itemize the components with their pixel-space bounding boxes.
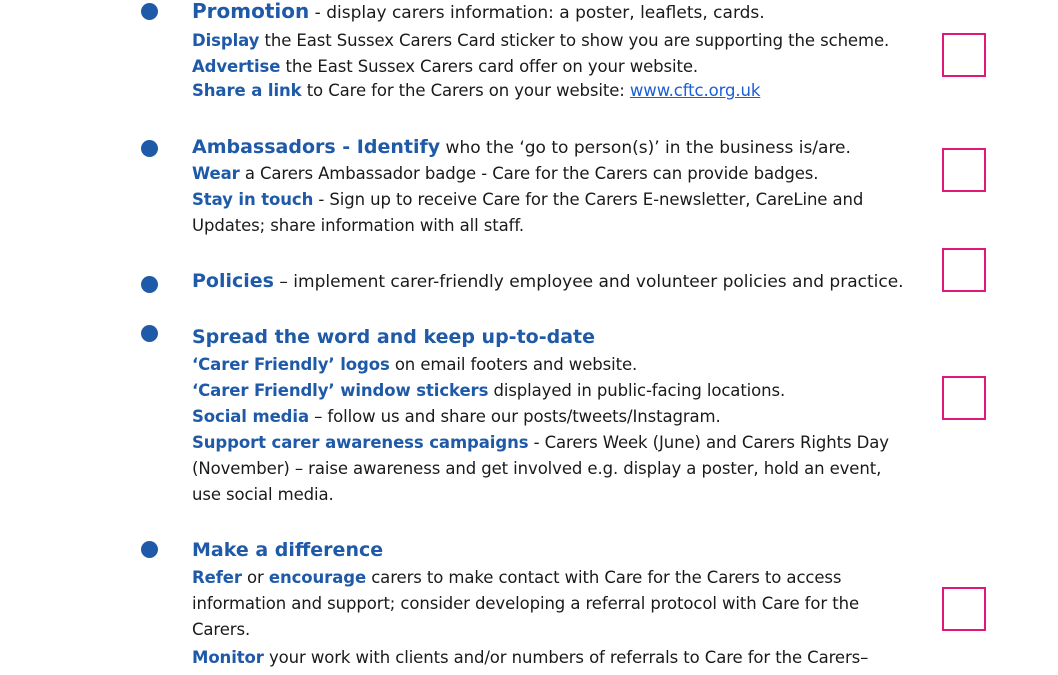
keyword-campaigns: Support carer awareness campaigns bbox=[192, 433, 529, 452]
line-text: use social media. bbox=[192, 485, 334, 504]
promotion-heading bbox=[192, 0, 765, 24]
spread-line-campaigns bbox=[192, 433, 889, 453]
difference-line-information bbox=[192, 594, 859, 614]
line-text: the East Sussex Carers card offer on your website. bbox=[280, 57, 699, 76]
difference-line-refer bbox=[192, 568, 841, 588]
keyword-advertise: Advertise bbox=[192, 57, 281, 76]
spread-line-window-stickers bbox=[192, 381, 785, 401]
line-text: Updates; share information with all staff. bbox=[192, 216, 525, 235]
bullet-icon bbox=[141, 140, 158, 157]
make-a-difference-checkbox[interactable] bbox=[942, 587, 986, 631]
bullet-icon bbox=[141, 3, 158, 20]
ambassadors-line-wear bbox=[192, 164, 818, 184]
keyword-encourage: encourage bbox=[268, 568, 367, 587]
line-text: carers to make contact with Care for the Carers to access bbox=[366, 568, 842, 587]
line-text: or bbox=[241, 568, 269, 587]
line-text: displayed in public-facing locations. bbox=[488, 381, 786, 400]
make-a-difference-title: Make a difference bbox=[192, 539, 384, 561]
promotion-line-advertise bbox=[192, 57, 698, 77]
line-text: your work with clients and/or numbers of referrals to Care for the Carers– bbox=[263, 648, 869, 667]
policies-heading bbox=[192, 270, 904, 293]
ambassadors-line-updates bbox=[192, 216, 524, 236]
ambassadors-line-stay-in-touch bbox=[192, 190, 863, 210]
ambassadors-subtitle: who the ‘go to person(s)’ in the business is/are. bbox=[440, 138, 851, 158]
line-text: the East Sussex Carers Card sticker to show you are supporting the scheme. bbox=[259, 31, 890, 50]
bullet-icon bbox=[141, 541, 158, 558]
keyword-logos: ‘Carer Friendly’ logos bbox=[192, 355, 390, 374]
spread-line-logos bbox=[192, 355, 637, 375]
bullet-icon bbox=[141, 276, 158, 293]
keyword-share-link: Share a link bbox=[192, 81, 302, 100]
line-text: on email footers and website. bbox=[389, 355, 638, 374]
line-text: a Carers Ambassador badge - Care for the Carers can provide badges. bbox=[239, 164, 819, 183]
keyword-window-stickers: ‘Carer Friendly’ window stickers bbox=[192, 381, 489, 400]
difference-line-carers bbox=[192, 620, 250, 640]
keyword-stay-in-touch: Stay in touch bbox=[192, 190, 314, 209]
promotion-line-share-link bbox=[192, 81, 760, 101]
line-text: Carers. bbox=[192, 620, 251, 639]
keyword-wear: Wear bbox=[192, 164, 240, 183]
line-text: (November) – raise awareness and get involved e.g. display a poster, hold an event, bbox=[192, 459, 882, 478]
ambassadors-title: Ambassadors - Identify bbox=[192, 136, 441, 158]
promotion-checkbox[interactable] bbox=[942, 33, 986, 77]
keyword-monitor: Monitor bbox=[192, 648, 264, 667]
policies-checkbox[interactable] bbox=[942, 248, 986, 292]
spread-line-social bbox=[192, 485, 334, 505]
spread-the-word-title: Spread the word and keep up-to-date bbox=[192, 326, 595, 348]
make-a-difference-heading bbox=[192, 539, 383, 562]
promotion-title: Promotion bbox=[192, 0, 310, 23]
bullet-icon bbox=[141, 325, 158, 342]
promotion-line-display bbox=[192, 31, 889, 51]
cftc-website-link[interactable]: www.cftc.org.uk bbox=[629, 81, 761, 100]
spread-the-word-heading bbox=[192, 326, 595, 349]
keyword-social-media: Social media bbox=[192, 407, 309, 426]
line-text: to Care for the Carers on your website: bbox=[301, 81, 630, 100]
ambassadors-heading bbox=[192, 136, 851, 159]
line-text: - Sign up to receive Care for the Carers E-newsletter, CareLine and bbox=[313, 190, 864, 209]
policies-subtitle: – implement carer-friendly employee and volunteer policies and practice. bbox=[273, 272, 904, 292]
line-text: - Carers Week (June) and Carers Rights Day bbox=[528, 433, 889, 452]
spread-the-word-checkbox[interactable] bbox=[942, 376, 986, 420]
policies-title: Policies bbox=[192, 270, 274, 292]
difference-line-monitor bbox=[192, 648, 868, 668]
line-text: – follow us and share our posts/tweets/Instagram. bbox=[308, 407, 721, 426]
spread-line-november bbox=[192, 459, 881, 479]
line-text: information and support; consider developing a referral protocol with Care for the bbox=[192, 594, 859, 613]
keyword-display: Display bbox=[192, 31, 260, 50]
keyword-refer: Refer bbox=[192, 568, 242, 587]
ambassadors-checkbox[interactable] bbox=[942, 148, 986, 192]
promotion-subtitle: - display carers information: a poster, leaflets, cards. bbox=[309, 3, 765, 23]
spread-line-social-media bbox=[192, 407, 721, 427]
